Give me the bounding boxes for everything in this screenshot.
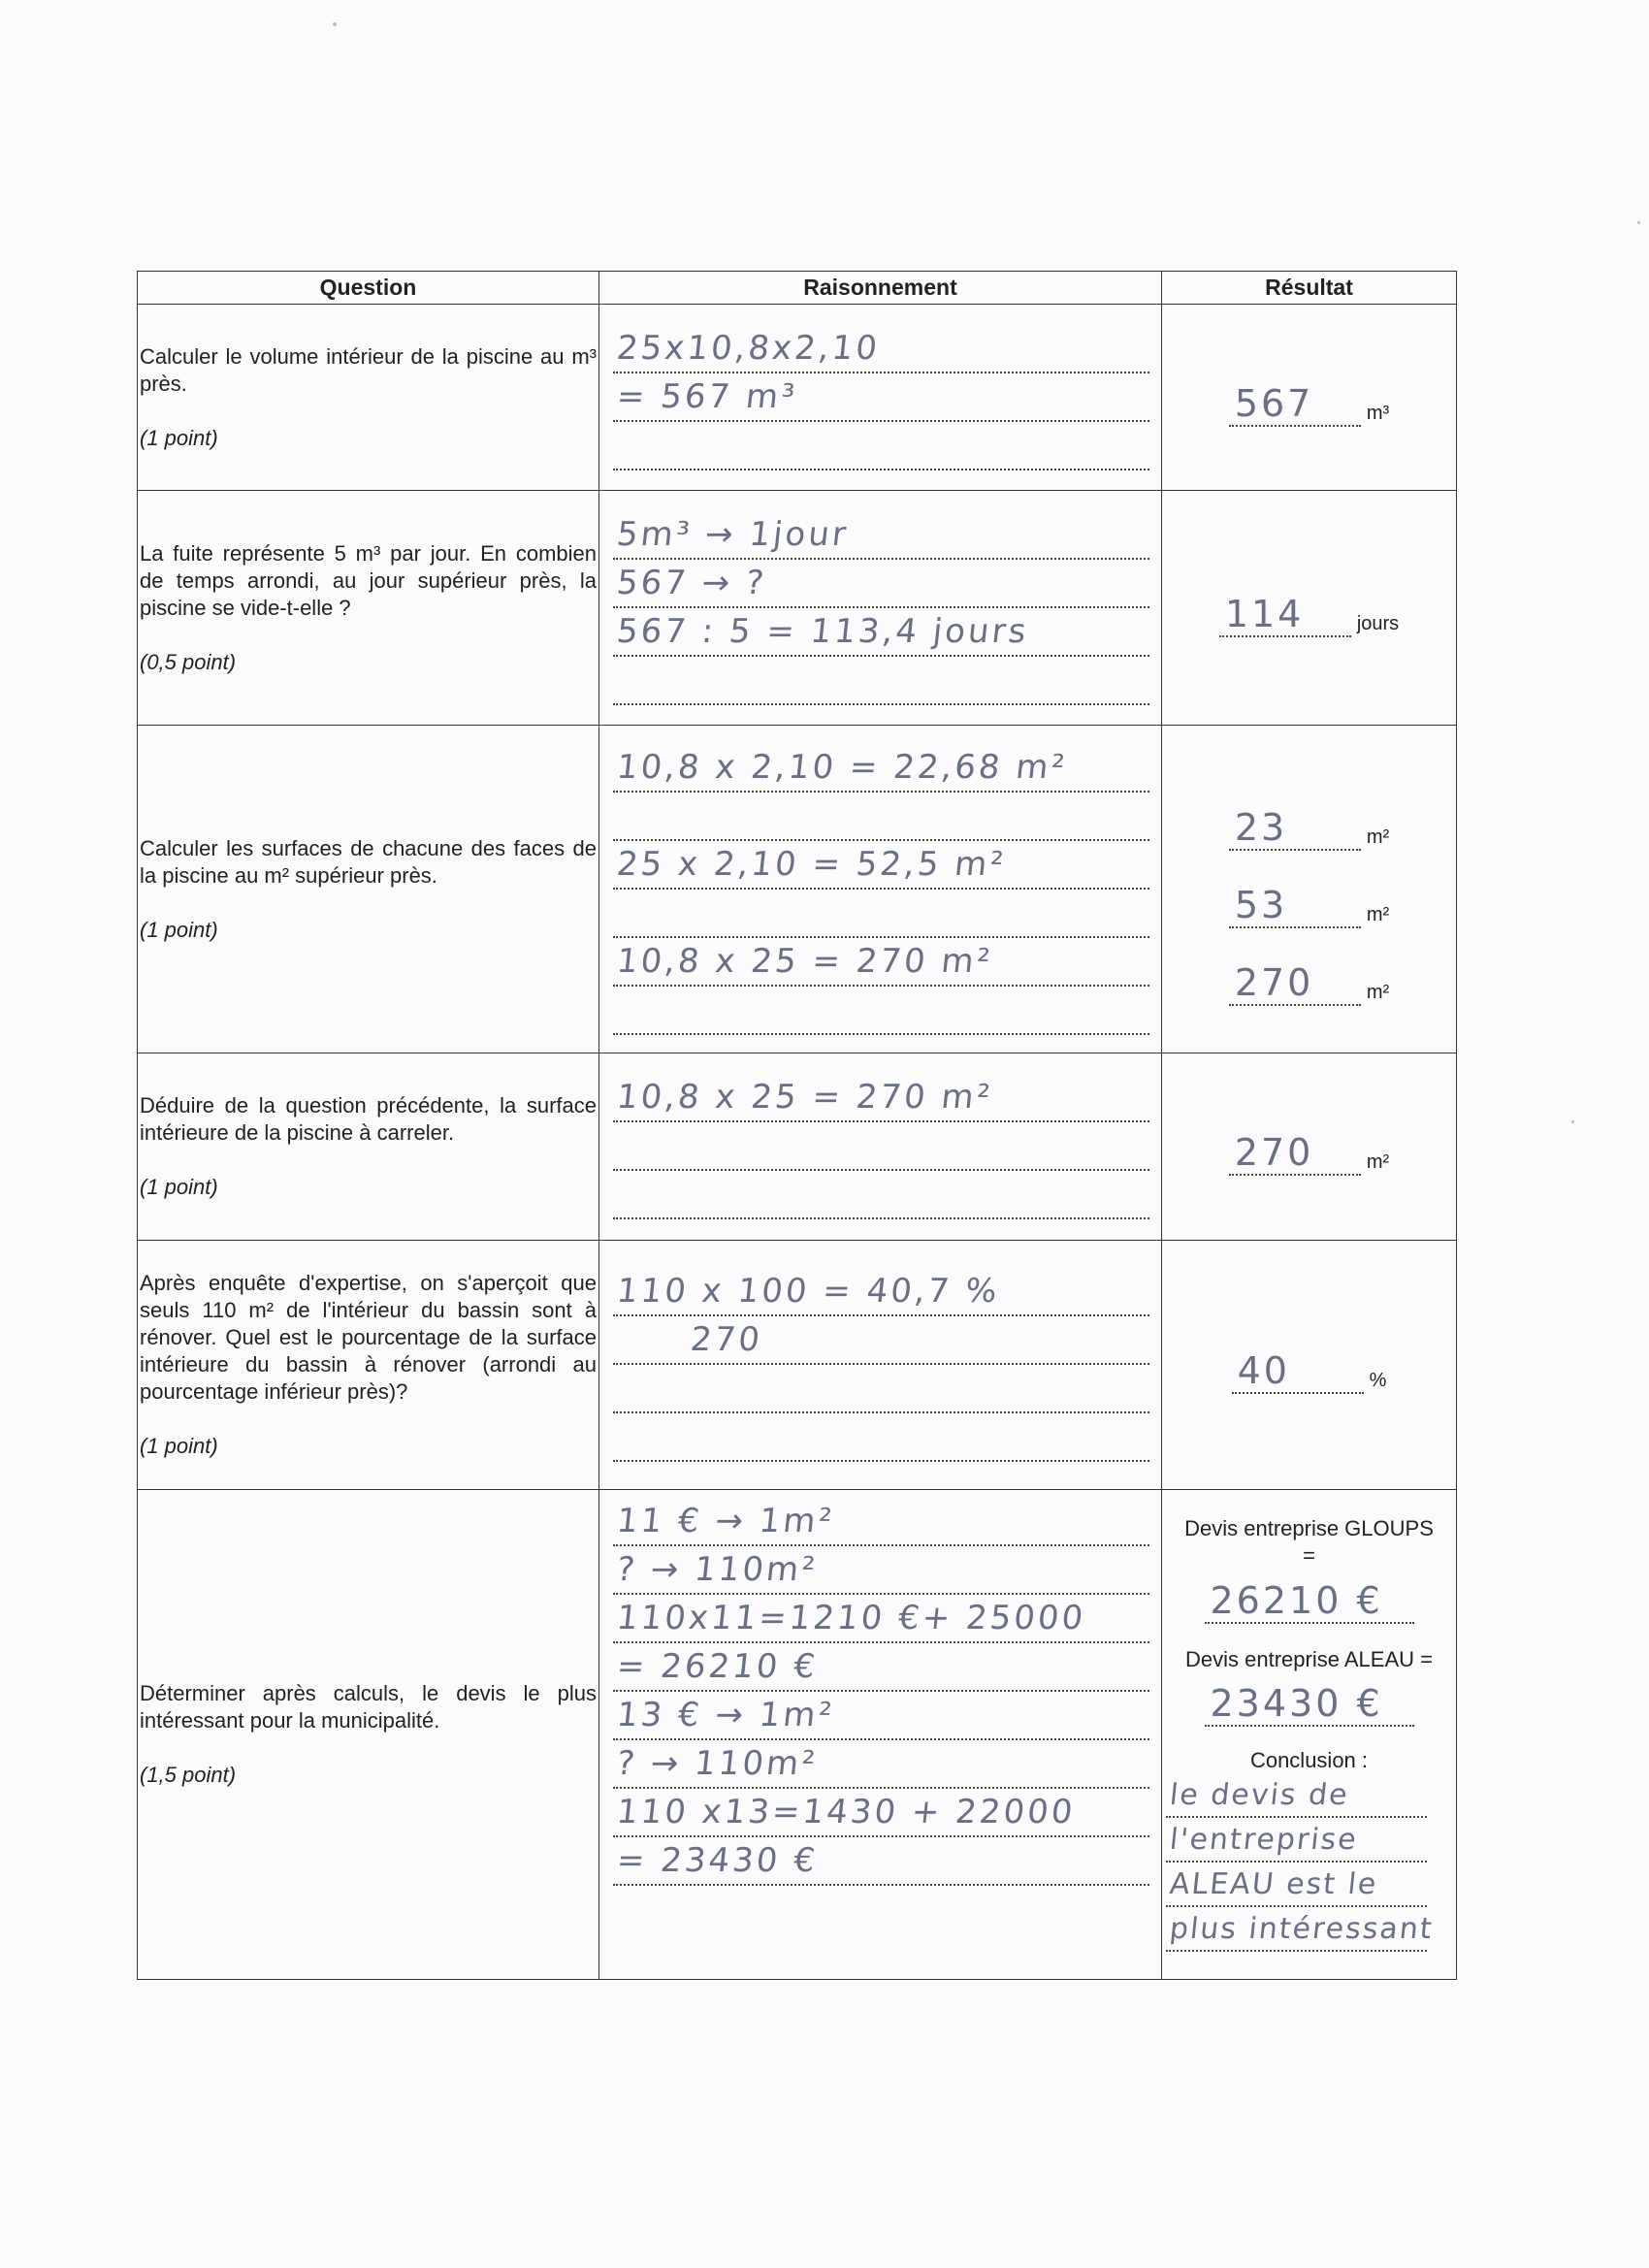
points-label: (1 point) <box>140 1175 218 1199</box>
gloups-label: Devis entreprise GLOUPS = <box>1184 1516 1434 1568</box>
reasoning-line <box>613 793 1149 841</box>
reasoning-line <box>613 657 1149 705</box>
handwritten-text: le devis de <box>1168 1778 1351 1812</box>
row-leak <box>138 491 1457 726</box>
header-row <box>138 272 1457 305</box>
handwritten-text: 10,8 x 25 = 270 m² <box>614 941 995 981</box>
result-cell <box>1162 1241 1457 1490</box>
question-cell <box>138 1053 599 1241</box>
handwritten-text: ? → 110m² <box>614 1550 820 1589</box>
result-unit: m² <box>1366 903 1390 925</box>
points-label: (1,5 point) <box>140 1763 237 1787</box>
result-cell <box>1162 726 1457 1053</box>
result-cell <box>1162 491 1457 726</box>
reasoning-line <box>613 608 1149 657</box>
reasoning-line <box>613 1122 1149 1171</box>
handwritten-text: 10,8 x 2,10 = 22,68 m² <box>614 747 1070 787</box>
question-text: Après enquête d'expertise, on s'aperçoit que seuls 110 m² de l'intérieur du bassin sont à rénover. Quel est le pourcentage de la surface intérieure du bassin à rénover (arrondi au pourcentage inférieur près)? <box>140 1271 597 1404</box>
reasoning-line <box>613 841 1149 890</box>
reasoning-line <box>613 1074 1149 1122</box>
reasoning-line <box>613 1316 1149 1365</box>
reasoning-cell <box>599 726 1162 1053</box>
result-cell <box>1162 1053 1457 1241</box>
reasoning-line <box>613 1837 1149 1886</box>
reasoning-line <box>613 938 1149 987</box>
result-value: 23 <box>1229 806 1361 851</box>
question-text: Déterminer après calculs, le devis le plus intéressant pour la municipalité. <box>140 1681 597 1733</box>
question-cell <box>138 1490 599 1980</box>
reasoning-line <box>613 890 1149 938</box>
question-cell <box>138 491 599 726</box>
reasoning-line <box>613 1171 1149 1219</box>
reasoning-cell <box>599 491 1162 726</box>
handwritten-text: 110x11=1210 €+ 25000 <box>614 1599 1088 1637</box>
result-unit: % <box>1369 1370 1387 1391</box>
question-cell <box>138 305 599 491</box>
handwritten-text: = 567 m³ <box>614 376 799 416</box>
points-label: (0,5 point) <box>140 649 237 674</box>
header-reasoning: Raisonnement <box>599 272 1162 305</box>
reasoning-line <box>613 1546 1149 1595</box>
gloups-value: 26210 € <box>1205 1579 1414 1624</box>
reasoning-line <box>613 511 1149 560</box>
question-cell <box>138 726 599 1053</box>
result-cell <box>1162 1490 1457 1980</box>
handwritten-text: 567 → ? <box>614 563 769 602</box>
result-value: 40 <box>1232 1349 1364 1394</box>
row-surfaces <box>138 726 1457 1053</box>
result-value: 270 <box>1229 1131 1361 1176</box>
handwritten-text: plus intéressant <box>1168 1912 1436 1946</box>
reasoning-line <box>613 373 1149 422</box>
aleau-label: Devis entreprise ALEAU = <box>1185 1647 1433 1671</box>
aleau-value: 23430 € <box>1205 1682 1414 1727</box>
result-unit: m² <box>1366 826 1390 848</box>
result-value: 53 <box>1229 884 1361 928</box>
reasoning-line <box>613 422 1149 470</box>
result-unit: m³ <box>1366 402 1390 424</box>
handwritten-text: = 26210 € <box>614 1647 821 1686</box>
row-quotes <box>138 1490 1457 1980</box>
reasoning-line <box>613 987 1149 1035</box>
reasoning-line <box>613 1268 1149 1316</box>
conclusion-line <box>1166 1863 1427 1907</box>
handwritten-text: l'entreprise <box>1168 1823 1360 1857</box>
handwritten-text: 110 x13=1430 + 22000 <box>614 1793 1078 1831</box>
conclusion-line <box>1166 1907 1436 1952</box>
reasoning-line <box>613 1498 1149 1546</box>
reasoning-line <box>613 1595 1149 1643</box>
reasoning-line <box>613 1413 1149 1462</box>
reasoning-cell <box>599 1053 1162 1241</box>
exam-table <box>137 271 1457 1980</box>
reasoning-line <box>613 1365 1149 1413</box>
reasoning-line <box>613 744 1149 793</box>
handwritten-text: = 23430 € <box>614 1841 821 1880</box>
points-label: (1 point) <box>140 917 218 942</box>
header-question: Question <box>138 272 599 305</box>
reasoning-line <box>613 1740 1149 1789</box>
reasoning-cell <box>599 305 1162 491</box>
handwritten-text: 270 <box>688 1320 765 1359</box>
handwritten-text: 25x10,8x2,10 <box>614 328 883 368</box>
reasoning-line <box>613 1643 1149 1692</box>
question-text: La fuite représente 5 m³ par jour. En combien de temps arrondi, au jour supérieur près, la piscine se vide-t-elle ? <box>140 540 597 620</box>
row-tiling-surface <box>138 1053 1457 1241</box>
handwritten-text: 11 € → 1m² <box>614 1502 837 1540</box>
conclusion-line <box>1166 1773 1427 1818</box>
handwritten-text: 13 € → 1m² <box>614 1696 837 1734</box>
handwritten-text: 110 x 100 = 40,7 % <box>614 1272 1002 1311</box>
reasoning-line <box>613 560 1149 608</box>
header-result: Résultat <box>1162 272 1457 305</box>
row-volume <box>138 305 1457 491</box>
handwritten-text: ? → 110m² <box>614 1744 820 1783</box>
question-text: Calculer les surfaces de chacune des faces de la piscine au m² supérieur près. <box>140 835 597 888</box>
conclusion-line <box>1166 1818 1427 1863</box>
result-unit: m² <box>1366 1151 1390 1173</box>
reasoning-line <box>613 1789 1149 1837</box>
handwritten-text: 5m³ → 1jour <box>614 514 852 554</box>
row-percentage <box>138 1241 1457 1490</box>
question-cell <box>138 1241 599 1490</box>
result-cell <box>1162 305 1457 491</box>
handwritten-text: 567 : 5 = 113,4 jours <box>614 611 1031 651</box>
handwritten-text: 25 x 2,10 = 52,5 m² <box>614 844 1009 884</box>
handwritten-text: 10,8 x 25 = 270 m² <box>614 1078 995 1117</box>
question-text: Calculer le volume intérieur de la piscine au m³ près. <box>140 343 597 396</box>
question-text: Déduire de la question précédente, la surface intérieure de la piscine à carreler. <box>140 1093 597 1145</box>
reasoning-line <box>613 325 1149 373</box>
reasoning-cell <box>599 1490 1162 1980</box>
conclusion-label: Conclusion : <box>1249 1748 1369 1772</box>
handwritten-text: ALEAU est le <box>1168 1867 1380 1901</box>
result-value: 114 <box>1219 593 1351 637</box>
points-label: (1 point) <box>140 1434 218 1458</box>
result-value: 270 <box>1229 961 1361 1006</box>
result-value: 567 <box>1229 382 1361 427</box>
result-unit: jours <box>1356 612 1400 634</box>
reasoning-line <box>613 1692 1149 1740</box>
result-unit: m² <box>1366 981 1390 1003</box>
points-label: (1 point) <box>140 425 218 450</box>
reasoning-cell <box>599 1241 1162 1490</box>
